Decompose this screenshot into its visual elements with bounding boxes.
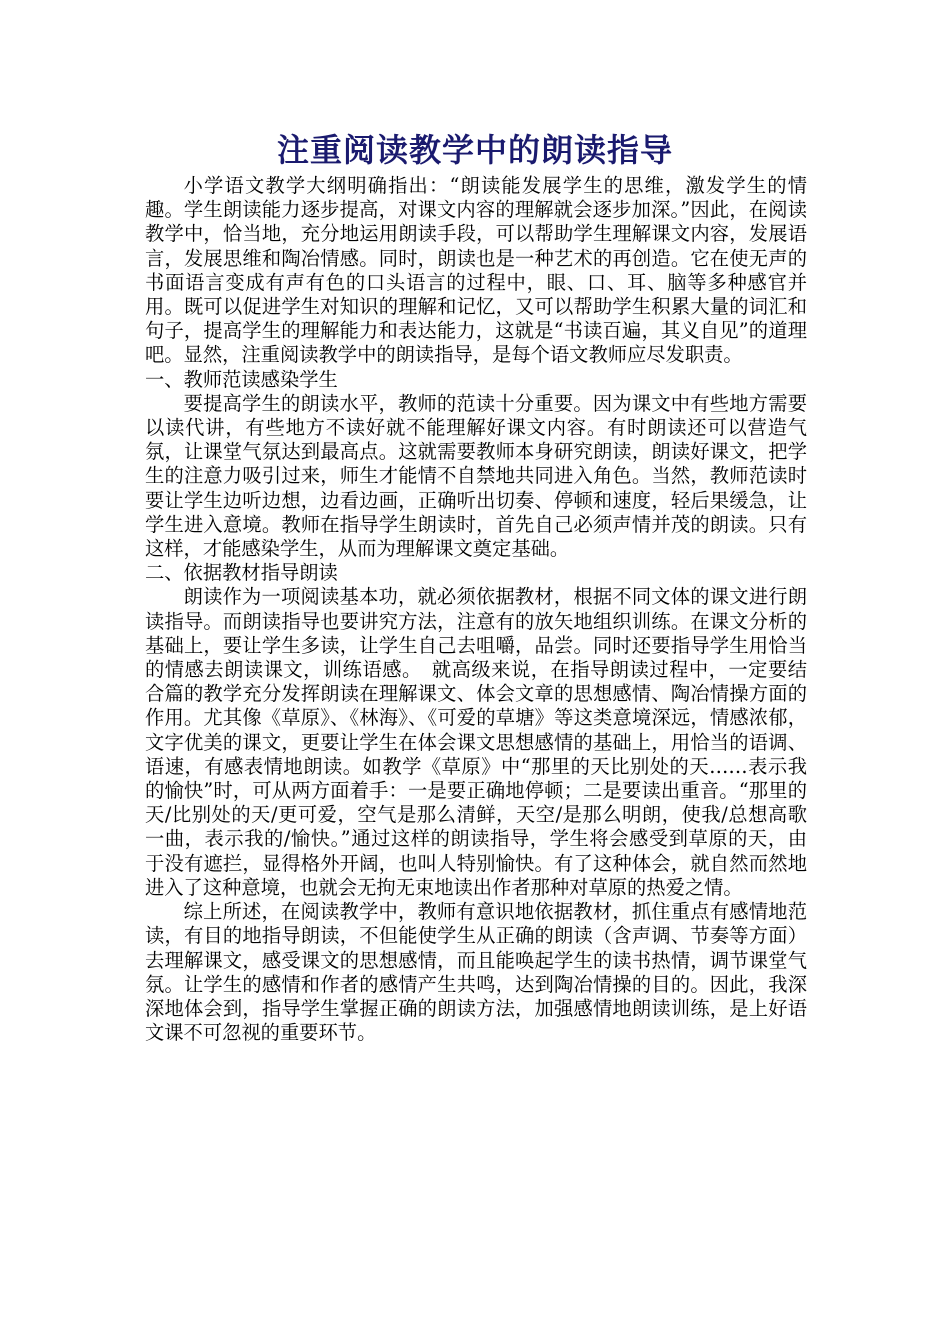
conclusion-paragraph: 综上所述，在阅读教学中，教师有意识地依据教材，抓住重点有感情地范读，有目的地指导朗读，不但能使学生从正确的朗读（含声调、节奏等方面）去理解课文，感受课文的思想感情，而且能唤起学生的读书热情，调节课堂气氛。让学生的感情和作者的感情产生共鸣，达到陶冶情操的目的。因此，我深深地体会到，指导学生掌握正确的朗读方法，加强感情地朗读训练，是上好语文课不可忽视的重要环节。 bbox=[145, 900, 807, 1045]
section-paragraph-1: 要提高学生的朗读水平，教师的范读十分重要。因为课文中有些地方需要以读代讲，有些地方不读好就不能理解好课文内容。有时朗读还可以营造气氛，让课堂气氛达到最高点。这就需要教师本身研究朗读，朗读好课文，把学生的注意力吸引过来，师生才能情不自禁地共同进入角色。当然，教师范读时要让学生边听边想，边看边画，正确听出切奏、停顿和速度，轻后果缓急，让学生进入意境。教师在指导学生朗读时，首先自己必须声情并茂的朗读。只有这样，才能感染学生，从而为理解课文奠定基础。 bbox=[145, 391, 807, 561]
intro-paragraph: 小学语文教学大纲明确指出：“朗读能发展学生的思维，激发学生的情趣。学生朗读能力逐步提高，对课文内容的理解就会逐步加深。”因此，在阅读教学中，恰当地，充分地运用朗读手段，可以帮助学生理解课文内容，发展语言，发展思维和陶冶情感。同时，朗读也是一种艺术的再创造。它在使无声的书面语言变成有声有色的口头语言的过程中，眼、口、耳、脑等多种感官并用。既可以促进学生对知识的理解和记忆，又可以帮助学生积累大量的词汇和句子，提高学生的理解能力和表达能力，这就是“书读百遍，其义自见”的道理吧。显然，注重阅读教学中的朗读指导，是每个语文教师应尽发职责。 bbox=[145, 174, 807, 367]
section-heading-1: 一、教师范读感染学生 bbox=[145, 367, 338, 391]
document-body bbox=[145, 174, 807, 1045]
section-heading-2: 二、依据教材指导朗读 bbox=[145, 561, 338, 585]
section-paragraph-2: 朗读作为一项阅读基本功，就必须依据教材，根据不同文体的课文进行朗读指导。而朗读指导也要讲究方法，注意有的放矢地组织训练。在课文分析的基础上，要让学生多读，让学生自己去咀嚼，品尝。同时还要指导学生用恰当的情感去朗读课文，训练语感。 就高级来说，在指导朗读过程中，一定要结合篇的教学充分发挥朗读在理解课文、体会文章的思想感情、陶冶情操方面的作用。尤其像《草原》、《林海》、《可爱的草塘》等这类意境深远，情感浓郁，文字优美的课文，更要让学生在体会课文思想感情的基础上，用恰当的语调、语速，有感表情地朗读。如教学《草原》中“那里的天比别处的天……表示我的愉快”时，可从两方面着手：一是要正确地停顿；二是要读出重音。“那里的天/比别处的天/更可爱，空气是那么清鲜，天空/是那么明朗，使我/总想高歌一曲，表示我的/愉快。”通过这样的朗读指导，学生将会感受到草原的天，由于没有遮拦，显得格外开阔，也叫人特别愉快。有了这种体会，就自然而然地进入了这种意境，也就会无拘无束地读出作者那种对草原的热爱之情。 bbox=[145, 585, 807, 899]
document-title: 注重阅读教学中的朗读指导 bbox=[276, 131, 673, 169]
